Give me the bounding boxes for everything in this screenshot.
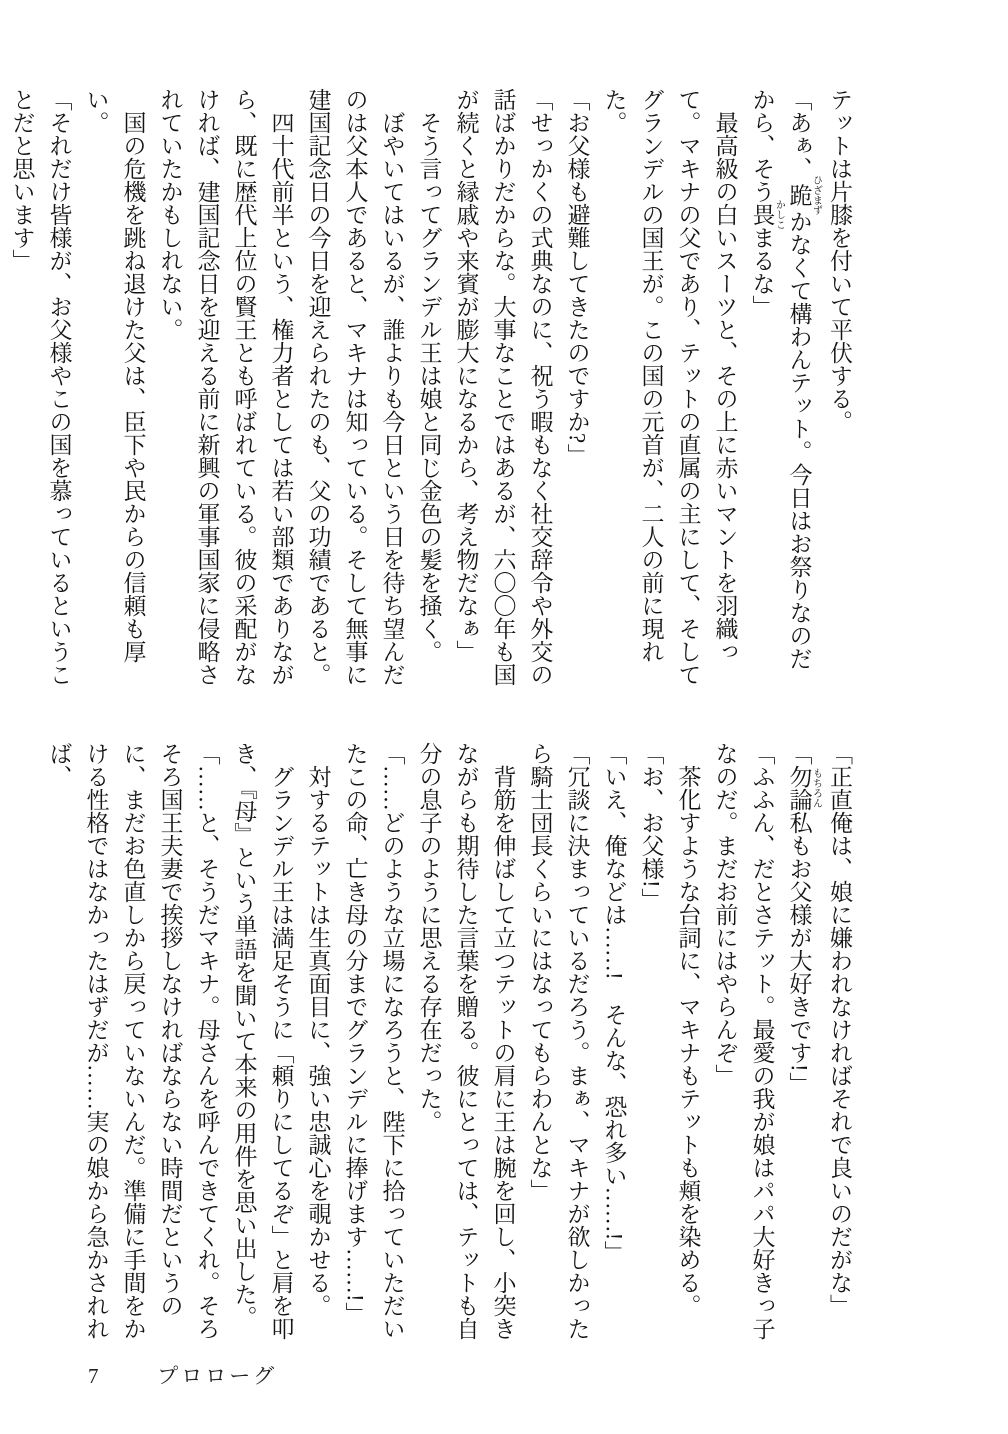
paragraph: 「……どのような立場になろうと、陛下に拾っていただいたこの命、亡き母の分までグランデルに捧げます……!」 [342, 742, 405, 1340]
paragraph: 四十代前半という、権力者としては若い部類でありながら、既に歴代上位の賢王とも呼ばれている。彼の采配がなければ、建国記念日を迎える前に新興の軍事国家に侵略されていたかもしれない。 [157, 88, 294, 686]
section-title: プロローグ [157, 1364, 278, 1388]
page-number: 7 [88, 1364, 99, 1388]
paragraph: 「ふふん、だとさテット。最愛の我が娘はパパ大好きっ子なのだ。まだお前にはやらんぞ」 [712, 742, 775, 1340]
paragraph: 「正直俺は、娘に嫌われなければそれで良いのだがな」 [827, 742, 852, 1317]
vertical-text-block-top [9, 88, 858, 688]
paragraph: 「それだけ皆様が、お父様やこの国を慕っているということだと思います」 [9, 88, 72, 686]
furigana: 勿論 もちろん [786, 765, 822, 811]
paragraph: 「いえ、俺などは……! そんな、恐れ多い……!」 [601, 742, 627, 1264]
paragraph: 対するテットは生真面目に、強い忠誠心を覗かせる。 [305, 742, 331, 1317]
paragraph: 茶化すような台詞に、マキナもテットも頬を染める。 [675, 742, 701, 1317]
paragraph: 国の危機を跳ね退けた父は、臣下や民からの信頼も厚い。 [83, 88, 146, 663]
paragraph: 最高級の白いスーツと、その上に赤いマントを羽織って。マキナの父であり、テットの直属の主にして、そしてグランデルの国王が。この国の元首が、二人の前に現れた。 [601, 88, 738, 686]
paragraph: そう言ってグランデル王は娘と同じ金色の髪を掻く。 [416, 88, 442, 663]
paragraph: 「お、お父様!」 [638, 742, 664, 911]
paragraph: 「……と、そうだマキナ。母さんを呼んできてくれ。そろそろ国王夫妻で挨拶しなければならない時間だというのに、まだお色直しから戻っていないんだ。準備に手間をかける性格ではなかったはずだが……実の娘から急かされれば、 [46, 742, 220, 1340]
paragraph: 「あぁ、跪 ひざまずかなくて構わんテット。今日はお祭りなのだから、そう畏 かしこまるな」 [749, 88, 822, 670]
vertical-text-block-bottom [46, 742, 858, 1342]
paragraph: 背筋を伸ばして立つテットの肩に王は腕を回し、小突きながらも期待した言葉を贈る。彼にとっては、テットも自分の息子のように思える存在だった。 [416, 742, 516, 1340]
paragraph: 「冗談に決まっているだろう。まぁ、マキナが欲しかったら騎士団長くらいにはなってもらわんとな」 [527, 742, 590, 1340]
paragraph: 「お父様も避難してきたのですか?」 [564, 88, 590, 467]
furigana: 跪 ひざまず [786, 175, 822, 215]
paragraph: 「せっかくの式典なのに、祝う暇もなく社交辞令や外交の話ばかりだからな。大事なことではあるが、六〇〇年も国が続くと縁戚や来賓が膨大になるから、考え物だなぁ」 [453, 88, 553, 686]
paragraph: 「勿論 もちろん私もお父様が大好きです!」 [786, 742, 822, 1095]
paragraph: グランデル王は満足そうに「頼りにしてるぞ」と肩を叩き、『母』という単語を聞いて本来の用件を思い出した。 [231, 742, 294, 1340]
paragraph: テットは片膝を付いて平伏する。 [827, 88, 852, 433]
page-footer [88, 1360, 277, 1390]
furigana: 畏 かしこ [749, 199, 785, 230]
paragraph: ぼやいてはいるが、誰よりも今日という日を待ち望んだのは父本人であると、マキナは知っている。そして無事に建国記念日の今日を迎えられたのも、父の功績であると。 [305, 88, 405, 686]
